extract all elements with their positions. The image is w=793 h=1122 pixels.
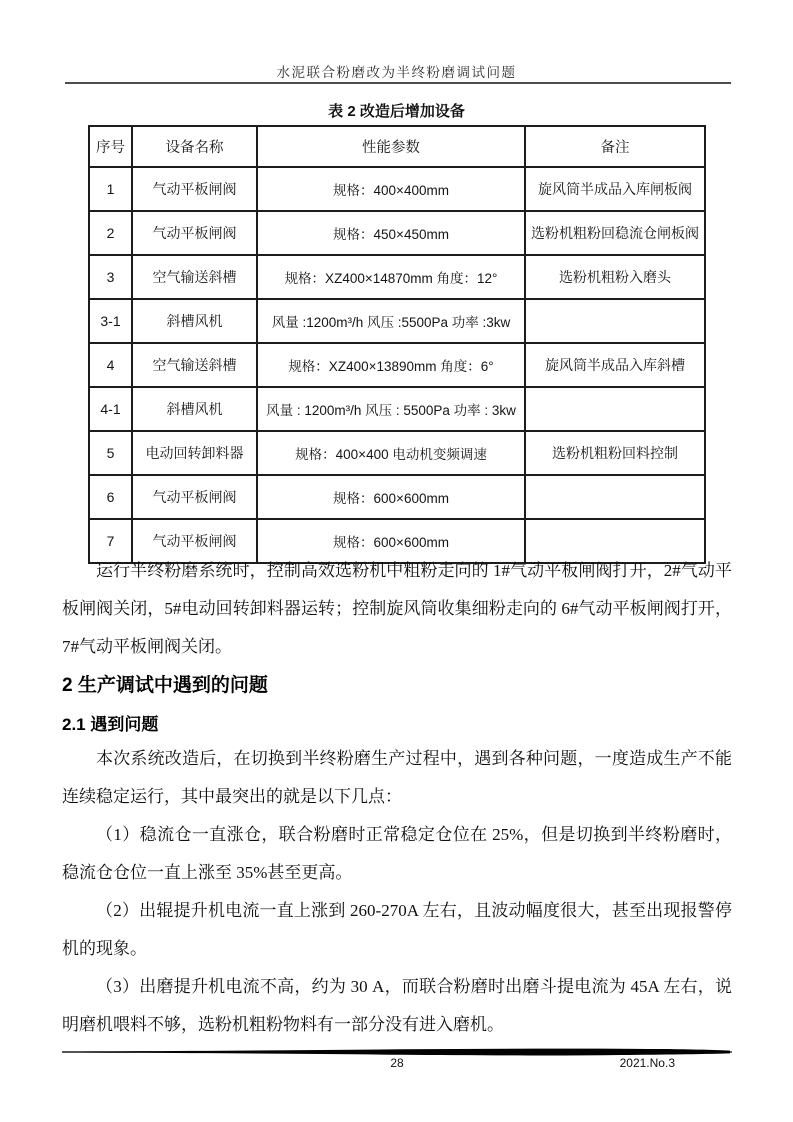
cell-params: 规格：XZ400×13890mm 角度：6° <box>257 343 525 387</box>
col-header-no: 序号 <box>89 126 132 167</box>
cell-params: 规格：600×600mm <box>257 475 525 519</box>
problem-item-3: （3）出磨提升机电流不高，约为 30 A，而联合粉磨时出磨斗提电流为 45A 左右，说明磨机喂料不够，选粉机粗粉物料有一部分没有进入磨机。 <box>62 977 732 1034</box>
problem-item-2: （2）出辊提升机电流一直上涨到 260-270A 左右，且波动幅度很大，甚至出现报警停机的现象。 <box>62 901 732 958</box>
table-row <box>89 211 705 255</box>
paragraph-after-table: 运行半终粉磨系统时，控制高效选粉机中粗粉走向的 1#气动平板闸阀打开，2#气动平板闸阀关闭，5#电动回转卸料器运转；控制旋风筒收集细粉走向的 6#气动平板闸阀打开，7#气动平板闸阀关闭。 <box>62 561 732 656</box>
cell-name: 斜槽风机 <box>132 299 257 343</box>
cell-no: 5 <box>89 431 132 475</box>
cell-note <box>525 387 705 431</box>
table-row <box>89 343 705 387</box>
cell-name: 气动平板闸阀 <box>132 167 257 211</box>
table-row <box>89 299 705 343</box>
equipment-table <box>88 125 706 564</box>
table-row <box>89 255 705 299</box>
cell-note: 旋风筒半成品入库斜槽 <box>525 343 705 387</box>
table-row <box>89 431 705 475</box>
cell-no: 3 <box>89 255 132 299</box>
table-row <box>89 475 705 519</box>
table-row <box>89 167 705 211</box>
cell-name: 气动平板闸阀 <box>132 475 257 519</box>
header-rule <box>65 82 731 84</box>
problem-item-1: （1）稳流仓一直涨仓，联合粉磨时正常稳定仓位在 25%，但是切换到半终粉磨时，稳流仓仓位一直上涨至 35%甚至更高。 <box>62 825 732 882</box>
cell-note <box>525 299 705 343</box>
subsection-heading: 2.1 遇到问题 <box>62 715 159 734</box>
cell-params: 规格：450×450mm <box>257 211 525 255</box>
cell-note: 选粉机粗粉入磨头 <box>525 255 705 299</box>
cell-note: 旋风筒半成品入库闸板阀 <box>525 167 705 211</box>
col-header-note: 备注 <box>525 126 705 167</box>
cell-params: 风量 :1200m³/h 风压 :5500Pa 功率 :3kw <box>257 299 525 343</box>
cell-note: 选粉机粗粉回料控制 <box>525 431 705 475</box>
cell-params: 规格：XZ400×14870mm 角度：12° <box>257 255 525 299</box>
cell-no: 3-1 <box>89 299 132 343</box>
col-header-name: 设备名称 <box>132 126 257 167</box>
table-caption: 表 2 改造后增加设备 <box>328 103 465 120</box>
body-text <box>62 552 732 1044</box>
cell-note: 选粉机粗粉回稳流仓闸板阀 <box>525 211 705 255</box>
cell-params: 规格：400×400mm <box>257 167 525 211</box>
cell-name: 气动平板闸阀 <box>132 211 257 255</box>
cell-no: 4 <box>89 343 132 387</box>
issue-label: 2021.No.3 <box>619 1056 675 1070</box>
cell-params: 规格：600×600mm <box>257 519 525 563</box>
col-header-params: 性能参数 <box>257 126 525 167</box>
cell-no: 2 <box>89 211 132 255</box>
paragraph-intro: 本次系统改造后，在切换到半终粉磨生产过程中，遇到各种问题，一度造成生产不能连续稳定运行，其中最突出的就是以下几点： <box>62 749 732 806</box>
cell-name: 空气输送斜槽 <box>132 343 257 387</box>
page-number: 28 <box>390 1056 404 1070</box>
footer-rule <box>62 1044 732 1054</box>
cell-note <box>525 475 705 519</box>
table-header-row <box>89 126 705 167</box>
cell-name: 气动平板闸阀 <box>132 519 257 563</box>
footer <box>62 1056 732 1072</box>
running-header-title: 水泥联合粉磨改为半终粉磨调试问题 <box>276 65 517 80</box>
table-row <box>89 387 705 431</box>
cell-name: 电动回转卸料器 <box>132 431 257 475</box>
cell-params: 规格：400×400 电动机变频调速 <box>257 431 525 475</box>
section-heading: 2 生产调试中遇到的问题 <box>62 675 268 696</box>
cell-name: 空气输送斜槽 <box>132 255 257 299</box>
cell-no: 7 <box>89 519 132 563</box>
cell-name: 斜槽风机 <box>132 387 257 431</box>
cell-params: 风量 : 1200m³/h 风压 : 5500Pa 功率 : 3kw <box>257 387 525 431</box>
cell-no: 1 <box>89 167 132 211</box>
cell-no: 4-1 <box>89 387 132 431</box>
cell-no: 6 <box>89 475 132 519</box>
